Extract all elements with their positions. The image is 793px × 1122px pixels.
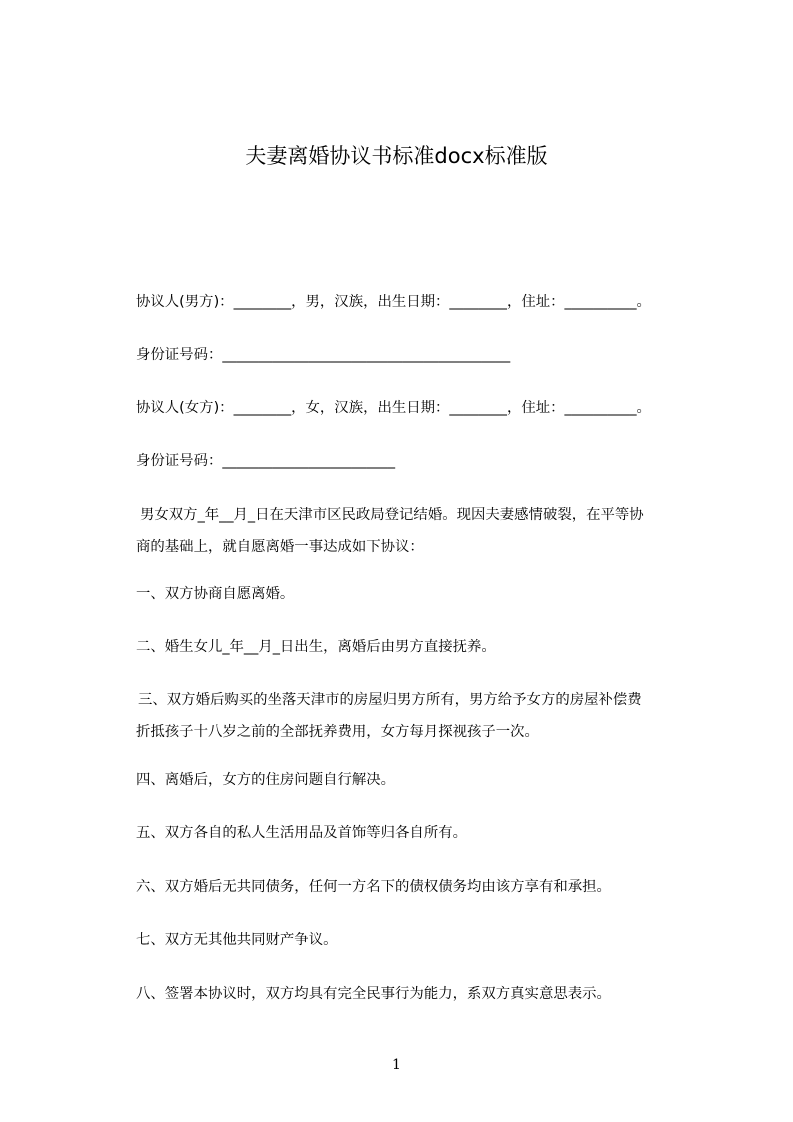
clause-5: 五、双方各自的私人生活用品及首饰等归各自所有。 <box>136 825 467 841</box>
id-number-line-male: 身份证号码：________________________________________ <box>136 347 511 363</box>
intro-line-2: 商的基础上，就自愿离婚一事达成如下协议： <box>136 539 424 555</box>
clause-3-paragraph <box>136 684 726 748</box>
clause-4: 四、离婚后，女方的住房问题自行解决。 <box>136 772 396 788</box>
clause-8: 八、签署本协议时，双方均具有完全民事行为能力，系双方真实意思表示。 <box>136 986 611 1002</box>
intro-line-1: 男女双方_年__月_日在天津市区民政局登记结婚。现因夫妻感情破裂，在平等协 <box>140 507 644 523</box>
clause-3-line-2: 折抵孩子十八岁之前的全部抚养费用，女方每月探视孩子一次。 <box>136 724 539 740</box>
clause-1: 一、双方协商自愿离婚。 <box>136 586 295 602</box>
clause-3-line-1: 三、双方婚后购买的坐落天津市的房屋归男方所有，男方给予女方的房屋补偿费 <box>138 692 642 708</box>
clause-7: 七、双方无其他共同财产争议。 <box>136 932 338 948</box>
id-number-line-female: 身份证号码：________________________ <box>136 453 396 469</box>
clause-6: 六、双方婚后无共同债务，任何一方名下的债权债务均由该方享有和承担。 <box>136 879 611 895</box>
party-female-line: 协议人(女方)：________，女，汉族，出生日期：________，住址：__________。 <box>136 400 651 416</box>
clause-2: 二、婚生女儿_年__月_日出生，离婚后由男方直接抚养。 <box>136 639 496 655</box>
document-title: 夫妻离婚协议书标准docx标准版 <box>245 144 548 168</box>
intro-paragraph <box>136 499 726 563</box>
party-male-line: 协议人(男方)：________，男，汉族，出生日期：________，住址：__________。 <box>136 294 651 310</box>
page-number: 1 <box>392 1057 401 1073</box>
